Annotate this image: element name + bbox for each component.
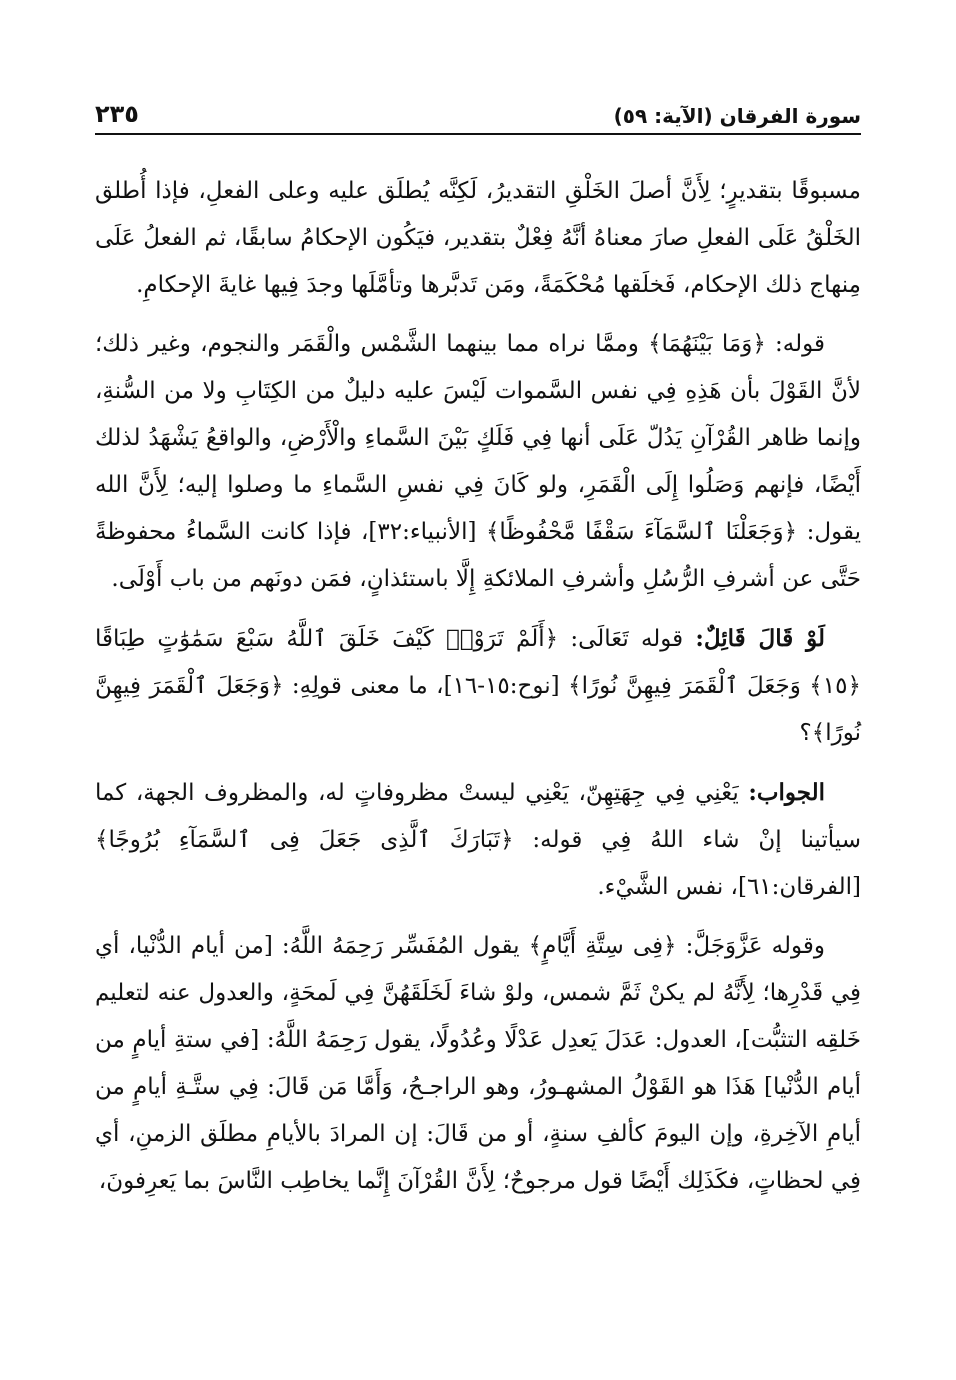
running-title: سورة الفرقان (الآية: ٥٩) xyxy=(613,104,861,128)
paragraph xyxy=(95,923,861,1205)
paragraph-text: قوله تَعَالَى: ﴿أَلَمْ تَرَوْا۟ كَيْفَ خَلَقَ ٱللَّهُ سَبْعَ سَمَٰوَٰتٍ طِبَاقًا ﴿١٥﴾ وَجَعَلَ ٱلْقَمَرَ فِيهِنَّ نُورًا﴾ [نوح:١٥-١٦]، ما معنى قولِهِ: ﴿وَجَعَلَ ٱلْقَمَرَ فِيهِنَّ نُورًا﴾؟ xyxy=(95,626,861,746)
paragraph-lead: لَوْ قَالَ قَائِلٌ: xyxy=(695,625,826,652)
paragraph-text: وقوله عَزَّوَجَلَّ: ﴿فِى سِتَّةِ أَيَّامٍ﴾ يقول المُفَسِّر رَحِمَهُ اللَّهُ: [من أيام الدُّنْيا، أي فِي قَدْرِها؛ لِأَنَّهُ لم يكنْ ثَمَّ شمس، ولوْ شاءَ لَخَلَقَهُنَّ فِي لَمحَةٍ، والعدول عنه لتعليم خَلقِه التثبُّت]، العدول: عَدَلَ يَعدِل عَدْلًا وعُدُولًا، يقول رَحِمَهُ اللَّهُ: [في ستةِ أيامٍ من أيام الدُّنْيا] هَذَا هو القَوْلُ المشهـورُ، وهو الراجـحُ، وَأَمَّا مَن قَالَ: فِي ستَّـةِ أيامٍ من أيامِ الآخِرةِ، وإن اليومَ كألفِ سنةٍ، أو من قَالَ: إن المرادَ بالأيامِ مطلَق الزمنِ، أي فِي لحظاتٍ، فكَذَلِك أَيْضًا قول مرجوحٌ؛ لِأَنَّ القُرْآنَ إِنَّما يخاطِب النَّاسَ بما يَعرِفونَ، xyxy=(95,933,861,1194)
page-header xyxy=(95,92,861,128)
header-divider xyxy=(95,133,861,135)
page-number: ٢٣٥ xyxy=(95,100,139,128)
paragraph-text: يَعْنِي فِي جِهَتِهِنّ، يَعْنِي ليستْ مظروفاتٍ له، والمظروف الجهة، كما سيأتينا إنْ شاء اللهُ فِي قوله: ﴿تَبَارَكَ ٱلَّذِى جَعَلَ فِى ٱلسَّمَآءِ بُرُوجًا﴾ [الفرقان:٦١]، نفس الشَّيْء. xyxy=(95,780,861,900)
paragraph xyxy=(95,168,861,309)
paragraph-text: قوله: ﴿وَمَا بَيْنَهُمَا﴾ وممَّا نراه مما بينهما الشَّمْس والْقَمَر والنجوم، وغير ذلك؛ لأنَّ القَوْلَ بأن هَذِهِ فِي نفس السَّموات لَيْسَ عليه دليلٌ من الكِتَابِ ولا من السُّنةِ، وإنما ظاهر القُرْآنِ يَدُلّ عَلَى أنها فِي فَلَكٍ بَيْنَ السَّماءِ والْأَرْضِ، والواقعُ يَشْهَدُ لذلك أَيْضًا، فإنهم وَصَلُوا إِلَى الْقَمَرِ، ولو كَانَ فِي نفسِ السَّماءِ ما وصلوا إليه؛ لِأَنَّ الله يقول: ﴿وَجَعَلْنَا ٱلسَّمَآءَ سَقْفًا مَّحْفُوظًا﴾ [الأنبياء:٣٢]، فإذا كانت السَّماءُ محفوظةً حَتَّى عن أشرفِ الرُّسُلِ وأشرفِ الملائكةِ إِلَّا باستئذانٍ، فمَن دونَهم من باب أَوْلَى. xyxy=(95,331,861,592)
paragraph xyxy=(95,321,861,603)
paragraph-text: مسبوقًا بتقديرٍ؛ لِأَنَّ أصلَ الخَلْقِ التقديرُ، لَكِنَّه يُطلَق عليه وعلى الفعلِ، فإذا أُطلق الخَلْقُ عَلَى الفعلِ صارَ معناهُ أنَّهُ فِعْلٌ بتقدير، فيَكُون الإحكامُ سابقًا، ثم الفعلُ عَلَى مِنهاج ذلك الإحكام، فَخلَقها مُحْكَمَةً، ومَن تَدبَّرها وتأمَّلَها وجدَ فِيها غايةَ الإحكامِ. xyxy=(95,178,861,298)
paragraph-lead: الجواب: xyxy=(748,779,825,806)
paragraph xyxy=(95,769,861,911)
paragraph xyxy=(95,615,861,757)
page-body xyxy=(95,168,861,1217)
